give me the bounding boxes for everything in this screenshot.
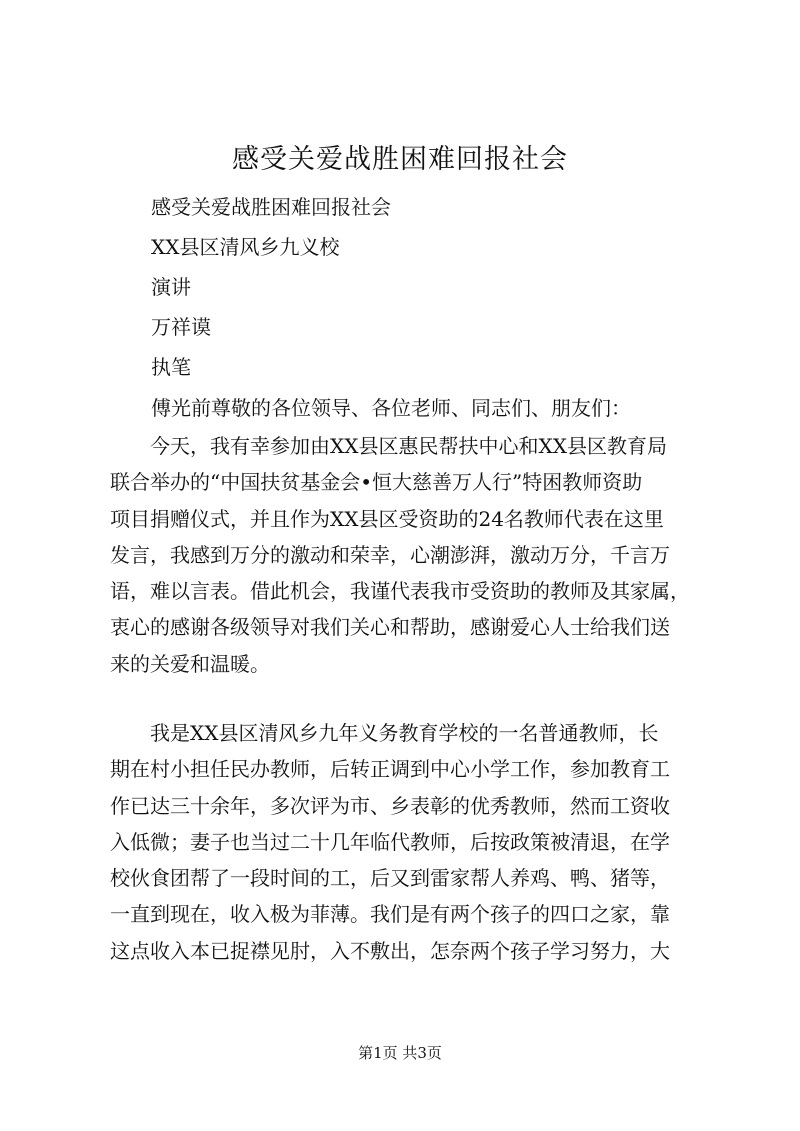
paragraph-line: 我是XX县区清风乡九年义务教育学校的一名普通教师，长 — [150, 721, 659, 745]
meta-line-speech: 演讲 — [151, 275, 191, 299]
paragraph-line: 衷心的感谢各级领导对我们关心和帮助，感谢爱心人士给我们送 — [110, 615, 670, 640]
paragraph-line: 联合举办的“中国扶贫基金会•恒大慈善万人行”特困教师资助 — [110, 470, 643, 495]
paragraph-line: 校伙食团帮了一段时间的工，后又到雷家帮人养鸡、鸭、猪等， — [110, 866, 670, 891]
meta-line-title: 感受关爱战胜困难回报社会 — [151, 195, 391, 219]
paragraph-line: 这点收入本已捉襟见肘，入不敷出，怎奈两个孩子学习努力，大 — [110, 938, 670, 963]
paragraph-line: 来的关爱和温暖。 — [110, 651, 270, 676]
paragraph-1 — [110, 428, 696, 682]
paragraph-line: 作已达三十余年，多次评为市、乡表彰的优秀教师，然而工资收 — [110, 793, 670, 818]
document-title: 感受关爱战胜困难回报社会 — [232, 144, 568, 175]
paragraph-line: 发言，我感到万分的激动和荣幸，心潮澎湃，激动万分，千言万 — [110, 542, 670, 567]
meta-line-author: 万祥谟 — [151, 315, 211, 339]
paragraph-line: 期在村小担任民办教师，后转正调到中心小学工作，参加教育工 — [110, 757, 670, 782]
paragraph-line: 语，难以言表。借此机会，我谨代表我市受资助的教师及其家属， — [110, 579, 690, 604]
page-footer: 第1页 共3页 — [358, 1044, 442, 1062]
paragraph-line: 今天，我有幸参加由XX县区惠民帮扶中心和XX县区教育局 — [150, 434, 667, 458]
paragraph-line: 项目捐赠仪式，并且作为XX县区受资助的24名教师代表在这里 — [110, 506, 664, 531]
paragraph-line: 入低微；妻子也当过二十几年临代教师，后按政策被清退，在学 — [110, 829, 670, 854]
paragraph-2 — [110, 715, 696, 969]
meta-line-school: XX县区清风乡九义校 — [151, 235, 340, 259]
meta-line-written-by: 执笔 — [151, 355, 191, 379]
paragraph-line: 一直到现在，收入极为菲薄。我们是有两个孩子的四口之家，靠 — [110, 902, 670, 927]
salutation: 傅光前尊敬的各位领导、各位老师、同志们、朋友们： — [151, 396, 631, 420]
